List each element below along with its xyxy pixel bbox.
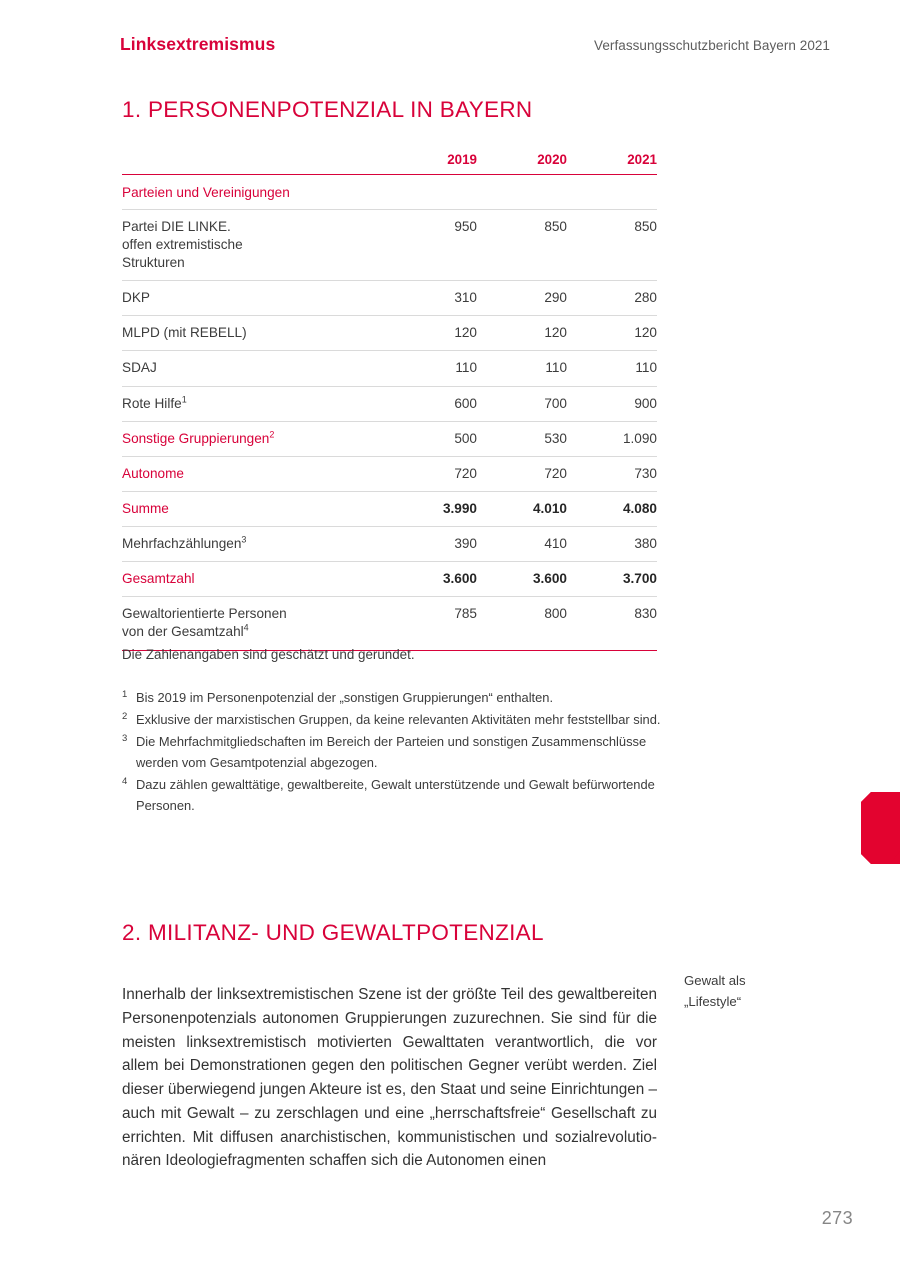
row-value-2021: 110 [567,351,657,386]
section-1-heading [122,97,532,123]
margin-note [684,970,854,1013]
footnote-number: 3 [122,732,128,744]
row-label: Sonstige Gruppierungen$^2$ [122,421,387,456]
row-value-2019: 950 [387,210,477,281]
footnote-marker: 3 [241,534,247,545]
row-value-2021: 1.090 [567,421,657,456]
footnote-item [122,688,682,709]
footnote-text: Dazu zählen gewalttätige, gewaltbereite, Gewalt unterstützende und Gewalt befürwortende Personen. [136,776,655,813]
table-row [122,175,657,210]
row-value-2020: 700 [477,386,567,421]
table-row [122,351,657,386]
section-1-number: 1. [122,97,142,122]
row-value-2021: 120 [567,316,657,351]
row-value-2021: 730 [567,456,657,491]
section-1-title: PERSONENPOTENZIAL IN BAYERN [148,97,533,122]
footnote-list [122,688,682,817]
section-2-heading [122,920,544,946]
table-head [122,152,657,175]
row-value-2021: 850 [567,210,657,281]
row-value-2020: 3.600 [477,561,567,596]
row-value-2019: 3.600 [387,561,477,596]
red-parallelogram-icon [861,792,900,864]
row-label: Rote Hilfe$^1$ [122,386,387,421]
table-row [122,386,657,421]
table-row [122,210,657,281]
footnote-number: 1 [122,689,128,700]
row-value-2020: 410 [477,526,567,561]
row-value-2020: 850 [477,210,567,281]
footnote-item [122,775,682,817]
personenpotenzial-table [122,152,657,651]
row-value-2020: 800 [477,597,567,651]
footnote-marker: 4 [243,622,249,633]
table-row [122,491,657,526]
margin-note-line-1: Gewalt als [684,973,746,988]
row-value-2019: 500 [387,421,477,456]
column-header-label [122,152,387,175]
footnote-item [122,732,682,774]
row-label: SDAJ [122,351,387,386]
row-value-2019: 390 [387,526,477,561]
row-value-2020: 110 [477,351,567,386]
header-report-title: Verfassungsschutzbericht Bayern 2021 [594,38,830,53]
table-row [122,421,657,456]
body-paragraph: Innerhalb der linksextremistischen Szene ist der größte Teil des gewaltbereiten Personenpotenzials autonomen Gruppierungen zuzurechnen. Sie sind für die meisten linksextremistisch motivierten Gewalttaten verantwortlich, die vor allem bei Demonstrationen gegen den politischen Gegner verübt werden. Ziel dieser überwiegend jungen Akteure ist es, den Staat und seine Einrichtungen – auch mit Gewalt – zu zerschlagen und eine „herrschaftsfreie“ Gesellschaft zu errichten. Mit diffusen anarchistischen, kommunistischen und sozialrevolutionären Ideologiefragmenten schaffen sich die Autonomen einen [122,986,657,1170]
row-label: Summe [122,491,387,526]
row-value-2019: 110 [387,351,477,386]
row-value-2021: 3.700 [567,561,657,596]
table-header-row [122,152,657,175]
footnote-text: Bis 2019 im Personenpotenzial der „sonstigen Gruppierungen“ enthalten. [136,690,554,705]
row-value-2021 [567,175,657,210]
margin-note-line-2: „Lifestyle“ [684,994,742,1010]
row-label: Partei DIE LINKE. offen extremistische Strukturen [122,210,387,281]
row-value-2021: 830 [567,597,657,651]
row-value-2019: 720 [387,456,477,491]
row-value-2019: 600 [387,386,477,421]
page-number: 273 [821,1208,853,1228]
row-value-2019: 310 [387,281,477,316]
footnote-marker: 2 [269,429,275,440]
row-label: Gesamtzahl [122,561,387,596]
footnote-text: Die Mehrfachmitgliedschaften im Bereich der Parteien und sonstigen Zusammenschlüsse werden vom Gesamtpotenzial abgezogen. [136,733,647,770]
row-value-2020: 120 [477,316,567,351]
row-value-2020 [477,175,567,210]
row-label: Mehrfachzählungen$^3$ [122,526,387,561]
table-row [122,526,657,561]
section-2-number: 2. [122,920,142,945]
row-value-2020: 530 [477,421,567,456]
row-value-2021: 380 [567,526,657,561]
section-2-title: MILITANZ- UND GEWALTPOTENZIAL [148,920,544,945]
row-value-2020: 290 [477,281,567,316]
chapter-tab-marker [861,792,900,864]
row-label: Parteien und Vereinigungen [122,175,387,210]
table-row [122,561,657,596]
table-row [122,281,657,316]
table-note: Die Zahlenangaben sind geschätzt und gerundet. [122,647,415,662]
running-header [120,34,830,55]
row-value-2020: 720 [477,456,567,491]
row-value-2019 [387,175,477,210]
column-header-2020: 2020 [477,152,567,175]
row-value-2021: 4.080 [567,491,657,526]
footnote-number: 4 [122,775,128,787]
column-header-2019: 2019 [387,152,477,175]
column-header-2021: 2021 [567,152,657,175]
row-label: DKP [122,281,387,316]
row-label: Autonome [122,456,387,491]
row-value-2019: 785 [387,597,477,651]
row-label: Gewaltorientierte Personen von der Gesamtzahl$^4$ [122,597,387,651]
row-label: MLPD (mit REBELL) [122,316,387,351]
footnote-text: Exklusive der marxistischen Gruppen, da keine relevanten Aktivitäten mehr feststellbar sind. [136,711,661,727]
table-row [122,597,657,651]
header-chapter-title: Linksextremismus [120,34,276,54]
row-value-2021: 280 [567,281,657,316]
table-row [122,456,657,491]
table-body [122,175,657,651]
footnote-marker: 1 [181,394,187,405]
row-value-2019: 3.990 [387,491,477,526]
table-row [122,316,657,351]
row-value-2020: 4.010 [477,491,567,526]
row-value-2021: 900 [567,386,657,421]
footnote-number: 2 [122,710,128,722]
footnote-item [122,710,682,731]
row-value-2019: 120 [387,316,477,351]
